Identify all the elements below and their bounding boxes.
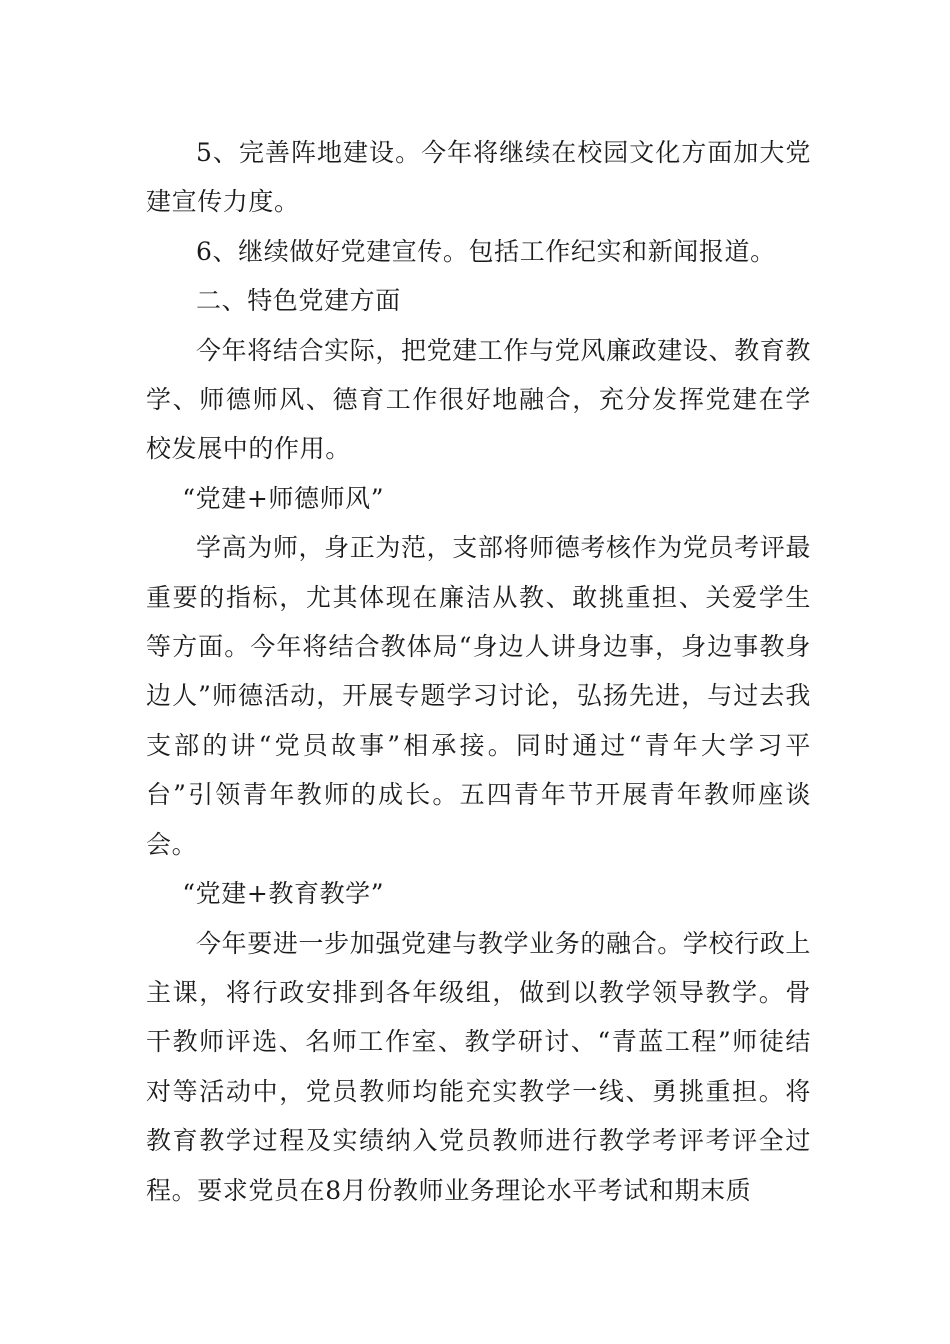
subheading-1: “党建+师德师风”	[182, 483, 385, 513]
paragraph-1: 5、完善阵地建设。今年将继续在校园文化方面加大党建宣传力度。	[146, 138, 811, 217]
paragraph-3: 今年将结合实际，把党建工作与党风廉政建设、教育教学、师德师风、德育工作很好地融合，充分发挥党建在学校发展中的作用。	[146, 335, 811, 464]
paragraph-2: 6、继续做好党建宣传。包括工作纪实和新闻报道。	[196, 236, 776, 266]
paragraph-5: 今年要进一步加强党建与教学业务的融合。学校行政上主课，将行政安排到各年级组，做到以教学领导教学。骨干教师评选、名师工作室、教学研讨、“青蓝工程”师徒结对等活动中，党员教师均能充实教学一线、勇挑重担。将教育教学过程及实绩纳入党员教师进行教学考评考评全过程。要求党员在8月份教师业务理论水平考试和期末质	[146, 928, 811, 1205]
paragraph-4: 学高为师，身正为范，支部将师德考核作为党员考评最重要的指标，尤其体现在廉洁从教、敢挑重担、关爱学生等方面。今年将结合教体局“身边人讲身边事，身边事教身边人”师德活动，开展专题学习讨论，弘扬先进，与过去我支部的讲“党员故事”相承接。同时通过“青年大学习平台”引领青年教师的成长。五四青年节开展青年教师座谈会。	[146, 533, 811, 859]
subheading-2: “党建+教育教学”	[182, 879, 385, 909]
section-heading: 二、特色党建方面	[196, 286, 401, 316]
document-body	[146, 128, 811, 1215]
